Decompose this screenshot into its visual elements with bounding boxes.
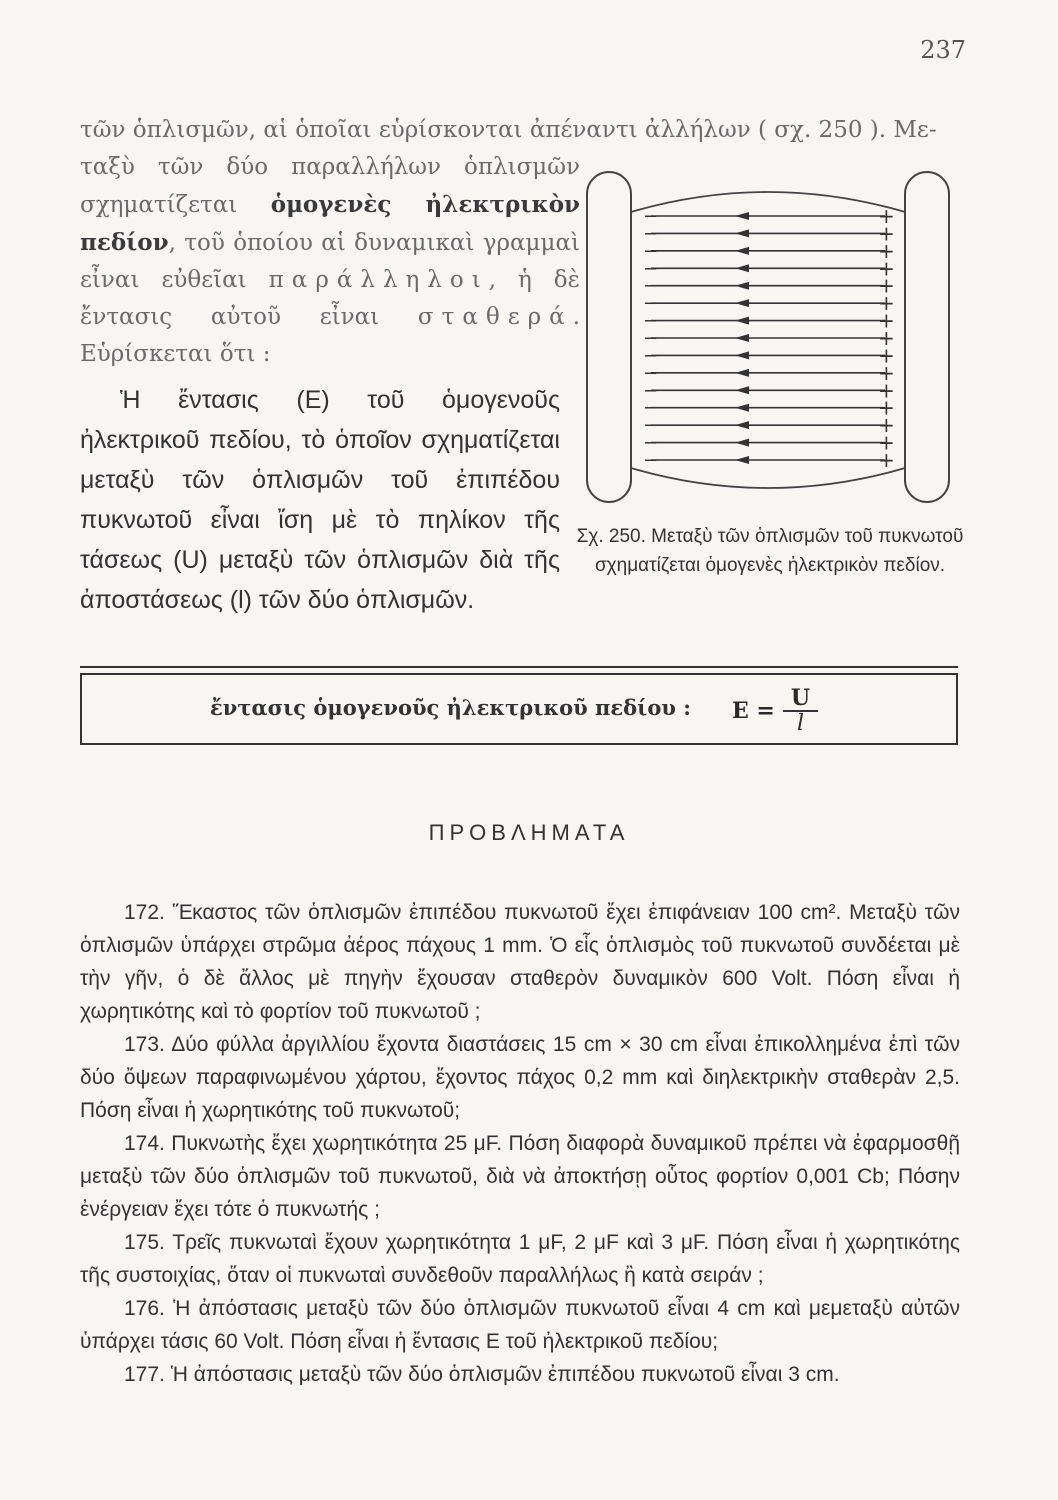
field-arrow [735, 299, 749, 307]
top-fringe-line [631, 192, 905, 212]
bottom-fringe-line [631, 468, 905, 488]
field-arrow [735, 386, 749, 394]
plus-sign: + [878, 430, 895, 455]
page-number: 237 [920, 36, 966, 64]
field-arrow [735, 334, 749, 342]
field-arrow [735, 282, 749, 290]
field-arrow [735, 247, 749, 255]
problem-item: 176. Ἡ ἀπόστασις μεταξὺ τῶν δύο ὁπλισμῶν πυκνωτοῦ εἶναι 4 cm καὶ μεμεταξὺ αὐτῶν ὑπάρχει τάσις 60 Volt. Πόση εἶναι ἡ ἔντασις E τοῦ ἠλεκτρικοῦ πεδίου; [80, 1297, 960, 1353]
plus-sign: + [878, 204, 895, 228]
formula-fraction [783, 686, 818, 736]
field-arrow [735, 439, 749, 447]
minus-sign: − [643, 275, 659, 297]
field-arrow [735, 404, 749, 412]
capacitor-figure [585, 168, 955, 508]
minus-sign: − [643, 206, 659, 227]
plus-sign: + [878, 343, 895, 368]
problem-item: 177. Ἡ ἀπόστασις μεταξὺ τῶν δύο ὁπλισμῶν ἐπιπέδου πυκνωτοῦ εἶναι 3 cm. [124, 1363, 840, 1386]
field-rule-text: Ἡ ἔντασις (E) τοῦ ὁμογενοῦς ἠλεκτρικοῦ πεδίου, τὸ ὁποῖον σχηματίζεται μεταξὺ τῶν ὁπλισμῶν τοῦ ἐπιπέδου πυκνωτοῦ εἶναι ἴση μὲ τὸ πηλίκον τῆς τάσεως (U) μεταξὺ τῶν ὁπλισμῶν διὰ τῆς ἀποστάσεως (l) τῶν δύο ὁπλισμῶν. [80, 386, 560, 614]
field-arrow [735, 421, 749, 429]
minus-sign: − [643, 310, 659, 332]
intro-text-a: ταξὺ τῶν δύο παραλλήλων ὁπλισμῶν σχηματίζεται [80, 154, 580, 218]
minus-sign: − [643, 432, 659, 454]
intro-bold-term: ὁμογενὲς ἠλεκτρικὸν πεδίον [80, 191, 580, 256]
plus-sign: + [878, 291, 895, 316]
intro-text-d: . Εὑρίσκεται ὅτι : [80, 304, 580, 367]
plus-sign: + [878, 238, 895, 263]
minus-sign: − [643, 450, 659, 471]
problems-heading: ΠΡΟΒΛΗΜΑΤΑ [428, 820, 630, 845]
plus-sign: + [878, 448, 895, 472]
formula-box [80, 673, 958, 745]
problem-item: 173. Δύο φύλλα ἀργιλλίου ἔχοντα διαστάσεις 15 cm × 30 cm εἶναι ἐπικολλημένα ἐπὶ τῶν δύο ὄψεων παραφινωμένου χάρτου, ἔχοντος πάχος 0,2 mm καὶ διηλεκτρικὴν σταθερὰν 2,5. Πόση εἶναι ἡ χωρητικότης τοῦ πυκνωτοῦ; [80, 1033, 960, 1122]
plus-sign: + [878, 308, 895, 333]
formula-denominator: l [796, 711, 804, 736]
formula-lhs: E = [732, 698, 775, 724]
field-lines-group [651, 212, 885, 464]
minus-sign: − [643, 293, 659, 315]
left-plate [587, 172, 631, 502]
problem-item: 172. Ἕκαστος τῶν ὁπλισμῶν ἐπιπέδου πυκνωτοῦ ἔχει ἐπιφάνειαν 100 cm². Μεταξὺ τῶν ὁπλισμῶν ὑπάρχει στρῶμα ἀέρος πάχους 1 mm. Ὁ εἷς ὁπλισμὸς τοῦ πυκνωτοῦ συνδέεται μὲ τὴν γῆν, ὁ δὲ ἄλλος μὲ πηγὴν ἔχουσαν σταθερὸν δυναμικὸν 600 Volt. Πόση εἶναι ἡ χωρητικότης καὶ τὸ φορτίον τοῦ πυκνωτοῦ ; [80, 901, 960, 1023]
minus-sign: − [643, 240, 659, 262]
plus-sign: + [878, 360, 895, 385]
plus-sign: + [878, 326, 895, 350]
plus-sign: + [878, 395, 895, 420]
problem-item: 174. Πυκνωτὴς ἔχει χωρητικότητα 25 μF. Πόση διαφορὰ δυναμικοῦ πρέπει νὰ ἐφαρμοσθῇ μεταξὺ τῶν δύο ὁπλισμῶν τοῦ πυκνωτοῦ, διὰ νὰ ἀποκτήσῃ οὗτος φορτίον 0,001 Cb; Πόσην ἐνέργειαν ἔχει τότε ὁ πυκνωτής ; [80, 1132, 960, 1221]
formula-numerator: U [783, 686, 818, 712]
field-rule-paragraph [80, 380, 560, 620]
field-arrow [735, 351, 749, 359]
plus-sign: + [878, 378, 895, 403]
minus-sign: − [643, 397, 659, 419]
field-arrow [735, 264, 749, 272]
minus-sign: − [643, 223, 659, 245]
intro-text-c: , ἡ δὲ ἔντασις αὐτοῦ εἶναι [80, 267, 580, 330]
right-plate [905, 172, 949, 502]
minus-sign: − [643, 362, 659, 384]
plus-sign: + [878, 221, 895, 246]
capacitor-diagram [585, 168, 955, 508]
figure-caption: Σχ. 250. Μεταξὺ τῶν ὁπλισμῶν τοῦ πυκνωτοῦ σχηματίζεται ὁμογενὲς ἠλεκτρικὸν πεδίον. [576, 526, 964, 576]
intro-text-b: , τοῦ ὁποίου αἱ δυναμικαὶ γραμμαὶ εἶναι εὐθεῖαι [80, 230, 580, 293]
problems-list [80, 896, 960, 1391]
intro-paragraph [80, 112, 937, 373]
intro-spaced-parallel: παράλληλοι [268, 267, 489, 293]
plus-sign: + [878, 256, 895, 281]
intro-continuation [80, 149, 580, 373]
field-arrow [735, 229, 749, 237]
minus-sign: − [643, 328, 659, 349]
field-arrow [735, 317, 749, 325]
plus-sign: + [878, 413, 895, 438]
field-arrow [735, 456, 749, 464]
problem-item: 175. Τρεῖς πυκνωταὶ ἔχουν χωρητικότητα 1 μF, 2 μF καὶ 3 μF. Πόση εἶναι ἡ χωρητικότης τῆς συστοιχίας, ὅταν οἱ πυκνωταὶ συνδεθοῦν παραλλήλως ἢ κατὰ σειράν ; [80, 1231, 960, 1287]
plus-sign: + [878, 273, 895, 298]
field-formula [732, 683, 818, 739]
intro-spaced-constant: σταθερά [417, 304, 573, 330]
minus-sign: − [643, 345, 659, 367]
minus-sign: − [643, 258, 659, 280]
field-arrow [735, 369, 749, 377]
field-arrow [735, 212, 749, 220]
intro-first-line: τῶν ὁπλισμῶν, αἱ ὁποῖαι εὑρίσκονται ἀπέναντι ἀλλήλων ( σχ. 250 ). Με- [80, 117, 937, 143]
formula-label: ἔντασις ὁμογενοῦς ἠλεκτρικοῦ πεδίου : [210, 695, 691, 720]
minus-sign: − [643, 380, 659, 402]
minus-sign: − [643, 415, 659, 437]
